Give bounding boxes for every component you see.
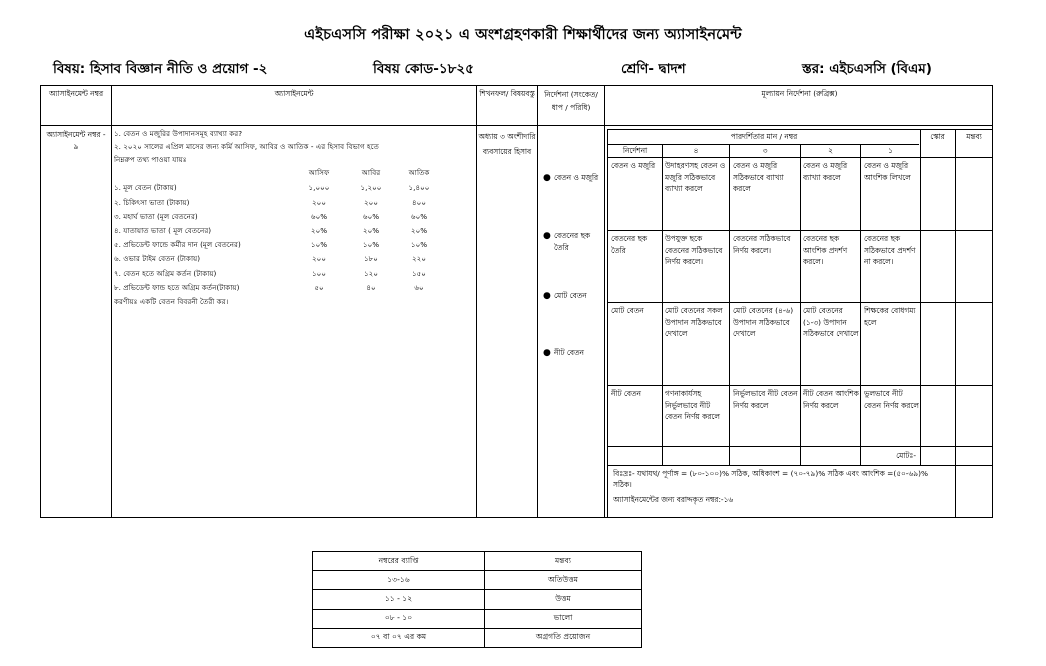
rubric-cell: বেতন ও মজুরি আংশিক লিখলে (864, 161, 911, 182)
level-4-header: ৪ (693, 146, 699, 155)
rubric-cell: বেতনের ছক আংশিক প্রদর্শণ করলে। (803, 234, 848, 266)
rubric-criteria: মোট বেতন (611, 306, 644, 315)
question-2-cont: নিম্নরুপ তথ্য পাওয়া যায়ঃ (114, 155, 187, 164)
rubric-cell: উদাহরণসহ বেতন ও মজুরি সঠিকভাবে ব্যাখ্যা করলে (665, 161, 726, 193)
rubric-criteria: বেতন ও মজুরি (611, 161, 656, 170)
row-label: ৩. মহার্ঘ ভাতা (মূল বেতনের) (114, 212, 198, 221)
value-cell: ২০% (362, 226, 380, 235)
score-header: স্কোর (930, 132, 945, 141)
row-label: ৪. যাতায়াত ভাতা ( মূল বেতনের) (114, 226, 212, 235)
legend-range: ১৩-১৬ (313, 571, 485, 590)
assignment-number: অ্যাসাইনমেন্ট নম্বর - ৯ (46, 130, 106, 151)
value-cell: ৬০% (362, 212, 380, 221)
legend-range: ০৮ - ১০ (313, 609, 485, 628)
table-row (313, 571, 642, 590)
rubric-cell: মোট বেতনের (৪-৬) উপাদান সঠিকভাবে দেখালে (733, 306, 794, 338)
level-label: স্তর: এইচএসসি (বিএম) (802, 61, 932, 77)
level-1-header: ১ (888, 146, 893, 155)
legend-range: ১১ - ১২ (313, 590, 485, 609)
value-cell: ১,০০০ (308, 183, 330, 192)
bullet-icon: ● (543, 173, 551, 183)
rubric-cell: মোট বেতনের (১-৩) উপাদান সঠিকভাবে দেখালে (803, 306, 859, 338)
class-label: শ্রেণি- দ্বাদশ (621, 61, 686, 77)
value-cell: ১০% (410, 240, 428, 249)
legend-header-range: নম্বরের ব্যাপ্তি (313, 552, 485, 571)
name-asif: আসিফ (308, 168, 330, 177)
criteria-header: নির্দেশনা (622, 146, 648, 155)
task-text: করণীয়ঃ একটি বেতন বিবরনী তৈরী কর। (114, 297, 229, 306)
table-row (313, 628, 642, 647)
value-cell: ১৫০ (411, 269, 426, 278)
value-cell: ১২০ (363, 269, 378, 278)
row-label: ৮. প্রভিডেন্ট ফান্ড হতে অগ্রিম কর্তন(টাকায়) (114, 283, 240, 292)
legend-comment: অতিউত্তম (485, 571, 642, 590)
bullet-icon: ● (543, 348, 551, 358)
legend-comment: অগ্রগতি প্রয়োজন (485, 628, 642, 647)
value-cell: ১,২০০ (360, 183, 382, 192)
value-cell: ২০০ (311, 198, 327, 207)
row-label: ৭. বেতন হতে অগ্রিম কর্তন (টাকায়) (114, 269, 217, 278)
value-cell: ২০০ (363, 198, 379, 207)
table-row (313, 590, 642, 609)
rubric-criteria: বেতনের ছক তৈরি (611, 234, 648, 255)
value-cell: ১০০ (311, 269, 326, 278)
comment-header: মন্তব্য (966, 132, 982, 141)
instruction-item: ● বেতন ও মজুরি (543, 173, 599, 183)
instruction-item: ● মোট বেতন (543, 291, 587, 301)
legend-header-comment: মন্তব্য (485, 552, 642, 571)
level-3-header: ৩ (762, 146, 768, 155)
performance-header: পারদর্শিতার মান / নম্বর (730, 132, 798, 141)
row-label: ১. মূল বেতন (টাকায়) (114, 183, 177, 192)
rubric-cell: নীট বেতন আংশিক নির্ণয় করলে (803, 389, 859, 410)
name-abir: আবির (361, 168, 381, 177)
grade-legend-table (312, 551, 642, 648)
value-cell: ২০% (310, 226, 328, 235)
bullet-icon: ● (543, 291, 551, 301)
rubric-cell: বেতন ও মজুরি সঠিকভাবে ব্যাখ্যা করলে (733, 161, 784, 193)
note-scale-cont: সঠিক। (613, 480, 632, 489)
table-row (313, 609, 642, 628)
assignment-table (40, 85, 993, 518)
table-row (313, 552, 642, 571)
value-cell: ৫০ (314, 283, 324, 292)
rubric-cell: ভুলভাবে নীট বেতন নির্ণয় করলে (864, 389, 919, 410)
rubric-cell: বেতনের সঠিকভাবে নির্ণয় করলে। (733, 234, 791, 255)
value-cell: ৬০% (410, 212, 428, 221)
rubric-cell: বেতনের ছক সঠিকভাবে প্রদর্শণ না করলে। (864, 234, 916, 266)
header-assignment-no: অ্যাসাইনমেন্ট নম্বর (48, 89, 104, 98)
value-cell: ১০% (310, 240, 328, 249)
legend-comment: উত্তম (485, 590, 642, 609)
header-assignment: অ্যাসাইনমেন্ট (274, 89, 314, 98)
page-title: এইচএসসি পরীক্ষা ২০২১ এ অংশগ্রহণকারী শিক্ষার্থীদের জন্য অ্যাসাইনমেন্ট (304, 27, 742, 43)
row-label: ২. চিকিৎসা ভাতা (টাকায়) (114, 198, 190, 207)
rubric-cell: শিক্ষকের বোধগম্য হলে (864, 306, 916, 327)
row-label: ৬. ওভার টাইম বেতন (টাকায়) (114, 254, 201, 263)
value-cell: ৬০% (310, 212, 328, 221)
value-cell: ১৮০ (363, 254, 378, 263)
question-2: ২. ২০২০ সালের এপ্রিল মাসের জন্য কর্মি আসিফ, আবির ও আতিক - এর হিসাব বিভাগ হতে (114, 142, 379, 151)
rubric-criteria: নীট বেতন (611, 389, 641, 398)
value-cell: ১,৪০০ (408, 183, 430, 192)
question-1: ১. বেতন ও মজুরির উপাদানসমূহ ব্যাখ্যা কর? (114, 129, 243, 138)
name-atik: আতিক (408, 168, 430, 177)
instruction-item: ● নীট বেতন (543, 348, 584, 358)
row-label: ৫. প্রভিডেন্ট ফান্ডে কর্মীর দান (মূল বেতনের) (114, 240, 241, 249)
subject-code: বিষয় কোড-১৮২৫ (373, 61, 474, 77)
header-learning-outcome: শিখনফল/ বিষয়বস্তু (479, 89, 535, 98)
value-cell: ৪০০ (411, 198, 426, 207)
level-2-header: ২ (828, 146, 833, 155)
bullet-icon: ● (543, 231, 551, 241)
rubric-cell: বেতন ও মজুরি ব্যাখ্যা করলে (803, 161, 848, 182)
legend-range: ০৭ বা ০৭ এর কম (313, 628, 485, 647)
value-cell: ৪০ (366, 283, 376, 292)
value-cell: ২০% (410, 226, 428, 235)
total-label: মোটঃ- (896, 451, 916, 460)
allocated-marks: অ্যাসাইনমেন্টের জন্য বরাদ্দকৃত নম্বর:-১৬ (613, 495, 734, 504)
value-cell: ১০% (362, 240, 380, 249)
rubric-cell: গণনাকার্যসহ নির্ভুলভাবে নীট বেতন নির্ণয় করলে (665, 389, 720, 421)
rubric-table (607, 129, 992, 518)
rubric-cell: উপযুক্ত ছকে বেতনের সঠিকভাবে নির্ণয় করলে। (665, 234, 723, 266)
subject-label: বিষয়: হিসাব বিজ্ঞান নীতি ও প্রয়োগ -২ (53, 61, 268, 77)
legend-comment: ভালো (485, 609, 642, 628)
value-cell: ২০০ (311, 254, 327, 263)
value-cell: ২২০ (411, 254, 427, 263)
instruction-item: ● বেতনের ছক তৈরি (543, 231, 591, 252)
value-cell: ৬০ (414, 283, 424, 292)
rubric-cell: নির্ভুলভাবে নীট বেতন নির্ণয় করলে (733, 389, 798, 410)
header-instruction: নির্দেশনা (সংকেত/ধাপ / পরিধি) (544, 90, 598, 112)
note-scale: বিঃদ্রঃ- যথাযথ/ পূর্ণাঙ্গ = (৮০-১০০)% সঠিক, অধিকাংশ = (৭০-৭৯)% সঠিক এবং আংশিক =(৫০-৬৯)% (613, 469, 928, 478)
learning-outcome: অধ্যায় ৩ অংশীদারি ব্যবসায়ের হিসাব (478, 132, 536, 156)
header-evaluation: মূল্যায়ন নির্দেশনা (রুব্রিক্স) (761, 89, 838, 98)
rubric-cell: মোট বেতনের সকল উপাদান সঠিকভাবে দেখালে (665, 306, 723, 338)
